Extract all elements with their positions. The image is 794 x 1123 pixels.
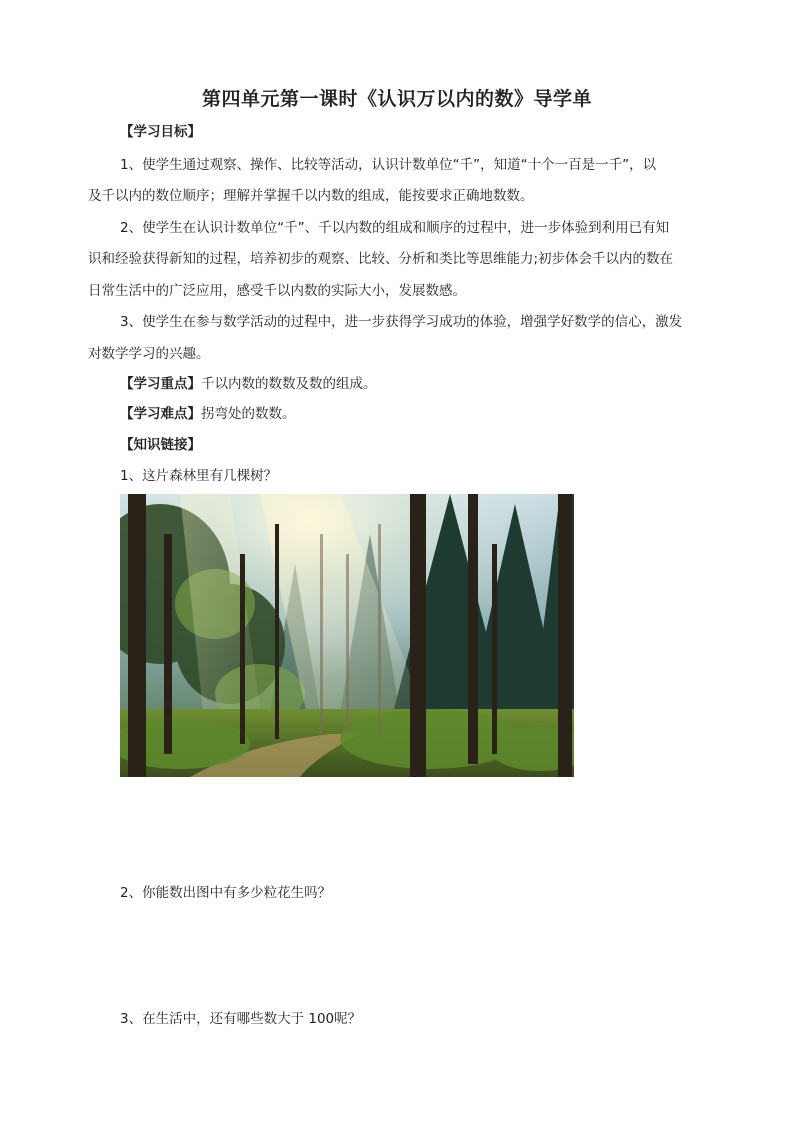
- objective-1-line-2: 及千以内的数位顺序；理解并掌握千以内数的组成，能按要求正确地数数。: [88, 188, 534, 204]
- key-point: [120, 376, 740, 392]
- difficulty-text: 拐弯处的数数。: [201, 406, 296, 422]
- question-1: 1、这片森林里有几棵树？: [120, 468, 278, 484]
- page-title: 第四单元第一课时《认识万以内的数》导学单: [201, 88, 592, 110]
- links-heading: 【知识链接】: [120, 437, 201, 453]
- key-point-text: 千以内数的数数及数的组成。: [201, 376, 377, 392]
- objective-1-line-1: 1、使学生通过观察、操作、比较等活动，认识计数单位“千”，知道“十个一百是一千”，以: [120, 157, 657, 173]
- forest-photo: [120, 494, 574, 777]
- objective-3-line-1: 3、使学生在参与数学活动的过程中，进一步获得学习成功的体验，增强学好数学的信心，激发: [120, 314, 683, 330]
- question-3: 3、在生活中，还有哪些数大于 100呢？: [120, 1011, 362, 1027]
- objectives-heading: 【学习目标】: [120, 124, 201, 140]
- objective-3-line-2: 对数学学习的兴趣。: [88, 346, 210, 362]
- difficulty: [120, 406, 740, 422]
- question-2: 2、你能数出图中有多少粒花生吗？: [120, 885, 332, 901]
- key-point-label: 【学习重点】: [120, 376, 201, 392]
- difficulty-label: 【学习难点】: [120, 406, 201, 422]
- objective-2-line-3: 日常生活中的广泛应用，感受千以内数的实际大小，发展数感。: [88, 283, 466, 299]
- objective-2-line-2: 识和经验获得新知的过程，培养初步的观察、比较、分析和类比等思维能力;初步体会千以内的数在: [88, 251, 674, 267]
- objective-2-line-1: 2、使学生在认识计数单位“千”、千以内数的组成和顺序的过程中，进一步体验到利用已有知: [120, 220, 670, 236]
